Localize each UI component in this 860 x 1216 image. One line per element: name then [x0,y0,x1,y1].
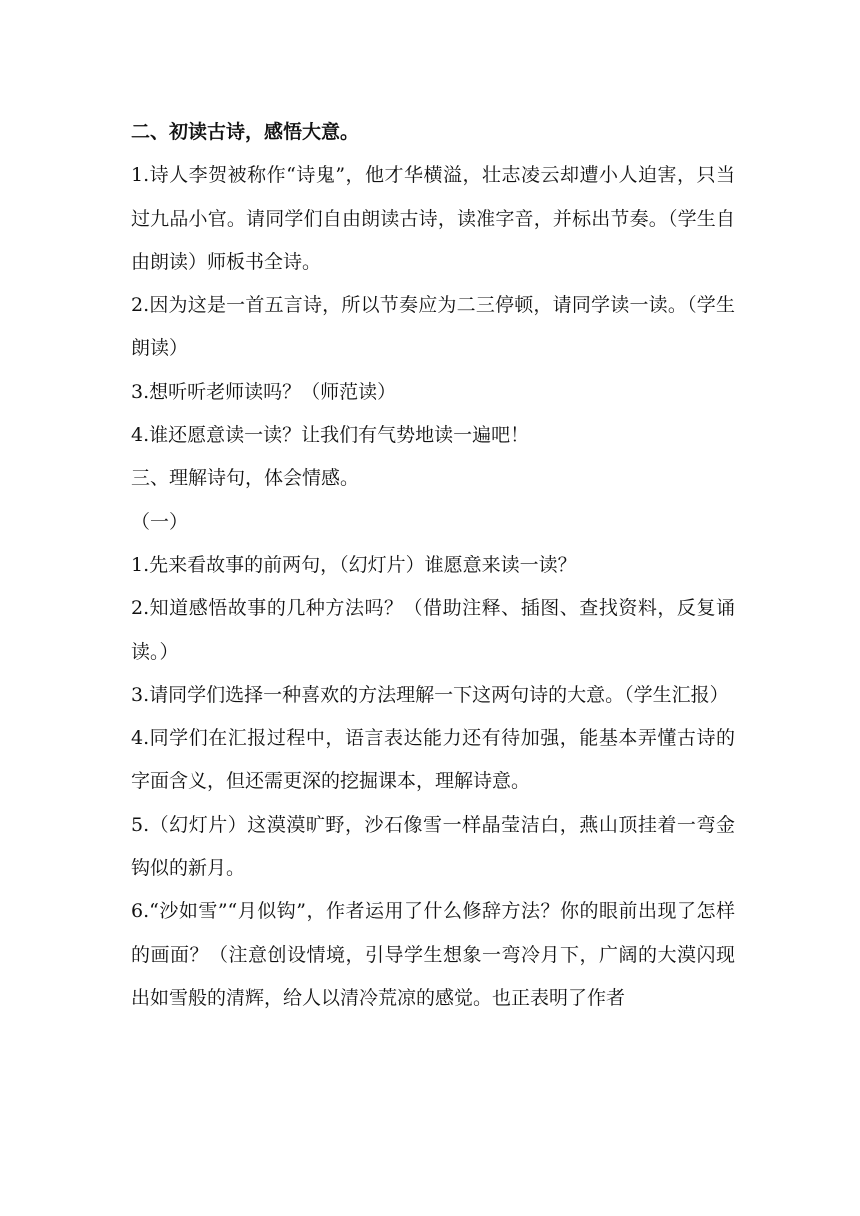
section-3-item-1: 1.先来看故事的前两句，（幻灯片）谁愿意来读一读？ [131,553,577,576]
section-3-heading: 三、理解诗句，体会情感。 [131,467,360,490]
section-2-item-1: 1.诗人李贺被称作“诗鬼”，他才华横溢，壮志凌云却遭小人迫害，只当过九品小官。请同学们自由朗读古诗，读准字音，并标出节奏。（学生自由朗读）师板书全诗。 [131,164,735,273]
section-3-item-6: 6.“沙如雪”“月似钩”，作者运用了什么修辞方法？你的眼前出现了怎样的画面？（注意创设情境，引导学生想象一弯冷月下，广阔的大漠闪现出如雪般的清辉，给人以清冷荒凉的感觉。也正表明了作者 [131,900,735,1009]
section-2-item-2: 2.因为这是一首五言诗，所以节奏应为二三停顿，请同学读一读。（学生朗读） [131,294,735,360]
section-2-item-4: 4.谁还愿意读一读？让我们有气势地读一遍吧！ [131,424,530,447]
sub-heading-1: （一） [131,510,189,533]
section-3-item-4: 4.同学们在汇报过程中，语言表达能力还有待加强，能基本弄懂古诗的字面含义，但还需更深的挖掘课本，理解诗意。 [131,727,735,793]
document-body [131,111,735,1020]
section-2-item-3: 3.想听听老师读吗？（师范读） [131,380,397,403]
section-3-item-3: 3.请同学们选择一种喜欢的方法理解一下这两句诗的大意。（学生汇报） [131,683,729,706]
section-3-item-2: 2.知道感悟故事的几种方法吗？（借助注释、插图、查找资料，反复诵读。） [131,597,735,663]
section-2-heading: 二、初读古诗，感悟大意。 [131,121,360,143]
section-3-item-5: 5.（幻灯片）这漠漠旷野，沙石像雪一样晶莹洁白，燕山顶挂着一弯金钩似的新月。 [131,813,735,880]
